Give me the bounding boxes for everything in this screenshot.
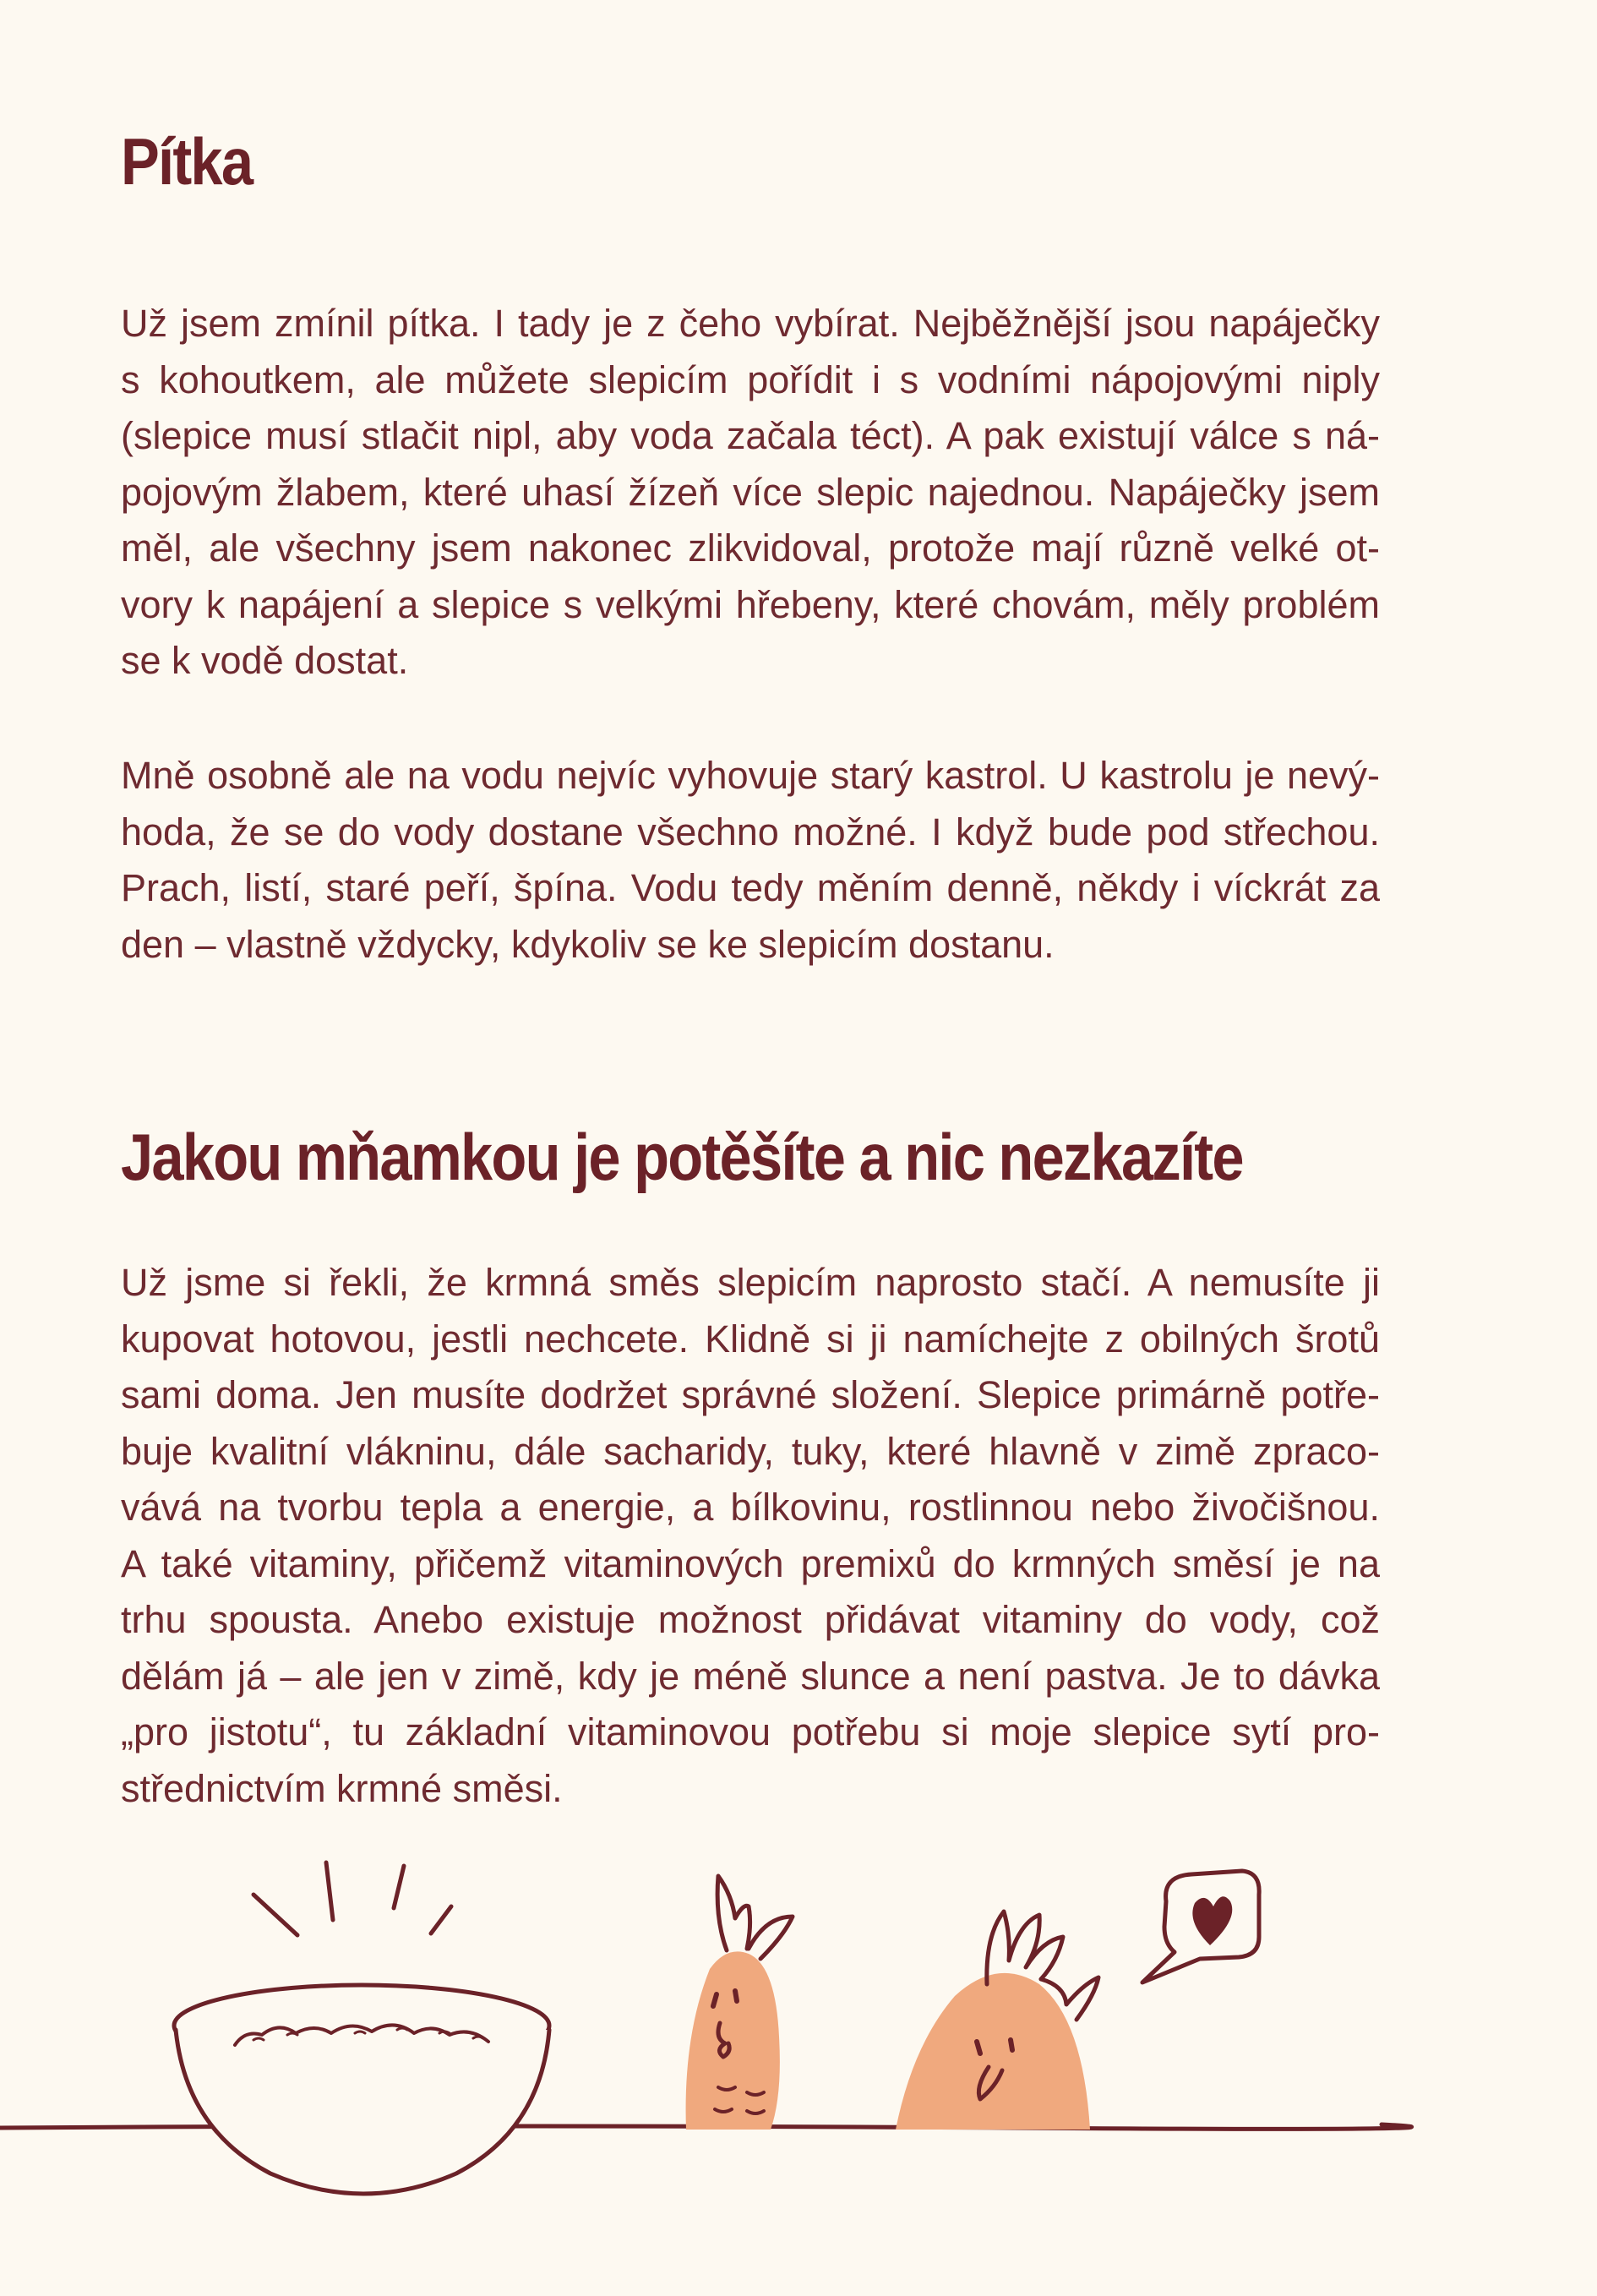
- text-line: Už jsem zmínil pítka. I tady je z čeho vybírat. Nejběžnější jsou napáječky: [121, 302, 1380, 345]
- text-line: střednictvím krmné směsi.: [121, 1766, 563, 1810]
- paragraph-mnamka-1: [121, 1255, 1380, 1817]
- small-chick-icon: [686, 1876, 793, 2130]
- section-heading-pitka: Pítka: [121, 124, 253, 199]
- speech-bubble-heart-icon: [1142, 1871, 1259, 1982]
- text-line: se k vodě dostat.: [121, 639, 409, 682]
- big-chick-icon: [896, 1912, 1098, 2130]
- text-line: kupovat hotovou, jestli nechcete. Klidně si ji namíchejte z obilných šrotů: [121, 1317, 1380, 1361]
- text-line: (slepice musí stlačit nipl, aby voda začala téct). A pak existují válce s ná-: [121, 414, 1380, 457]
- text-line: „pro jistotu“, tu základní vitaminovou potřebu si moje slepice sytí pro-: [121, 1710, 1380, 1753]
- text-line: vory k napájení a slepice s velkými hřebeny, které chovám, měly problém: [121, 582, 1380, 626]
- paragraph-pitka-2: [121, 748, 1380, 973]
- text-line: měl, ale všechny jsem nakonec zlikvidoval, protože mají různě velké ot-: [121, 526, 1380, 570]
- text-line: s kohoutkem, ale můžete slepicím pořídit i s vodními nápojovými niply: [121, 357, 1380, 401]
- text-line: sami doma. Jen musíte dodržet správné složení. Slepice primárně potře-: [121, 1373, 1380, 1416]
- text-line: hoda, že se do vody dostane všechno možné. I když bude pod střechou.: [121, 810, 1380, 854]
- text-line: den – vlastně vždycky, kdykoliv se ke slepicím dostanu.: [121, 922, 1055, 966]
- bowl-icon: [174, 1985, 549, 2194]
- text-line: Mně osobně ale na vodu nejvíc vyhovuje starý kastrol. U kastrolu je nevý-: [121, 754, 1380, 797]
- text-line: vává na tvorbu tepla a energie, a bílkovinu, rostlinnou nebo živočišnou.: [121, 1486, 1380, 1529]
- illustration-bowl-and-chickens: [0, 1842, 1597, 2296]
- text-line: Prach, listí, staré peří, špína. Vodu tedy měním denně, někdy i víckrát za: [121, 866, 1380, 909]
- text-line: A také vitaminy, přičemž vitaminových premixů do krmných směsí je na: [121, 1541, 1380, 1585]
- text-line: Už jsme si řekli, že krmná směs slepicím naprosto stačí. A nemusíte ji: [121, 1261, 1380, 1304]
- paragraph-pitka-1: [121, 296, 1380, 690]
- text-line: trhu spousta. Anebo existuje možnost přidávat vitaminy do vody, což: [121, 1598, 1380, 1641]
- text-line: buje kvalitní vlákninu, dále sacharidy, tuky, které hlavně v zimě zpraco-: [121, 1429, 1380, 1473]
- text-line: pojovým žlabem, které uhasí žízeň více slepic najednou. Napáječky jsem: [121, 470, 1380, 514]
- steam-lines-icon: [253, 1862, 451, 1935]
- text-line: dělám já – ale jen v zimě, kdy je méně slunce a není pastva. Je to dávka: [121, 1654, 1380, 1698]
- section-heading-mnamka: Jakou mňamkou je potěšíte a nic nezkazíte: [121, 1120, 1243, 1194]
